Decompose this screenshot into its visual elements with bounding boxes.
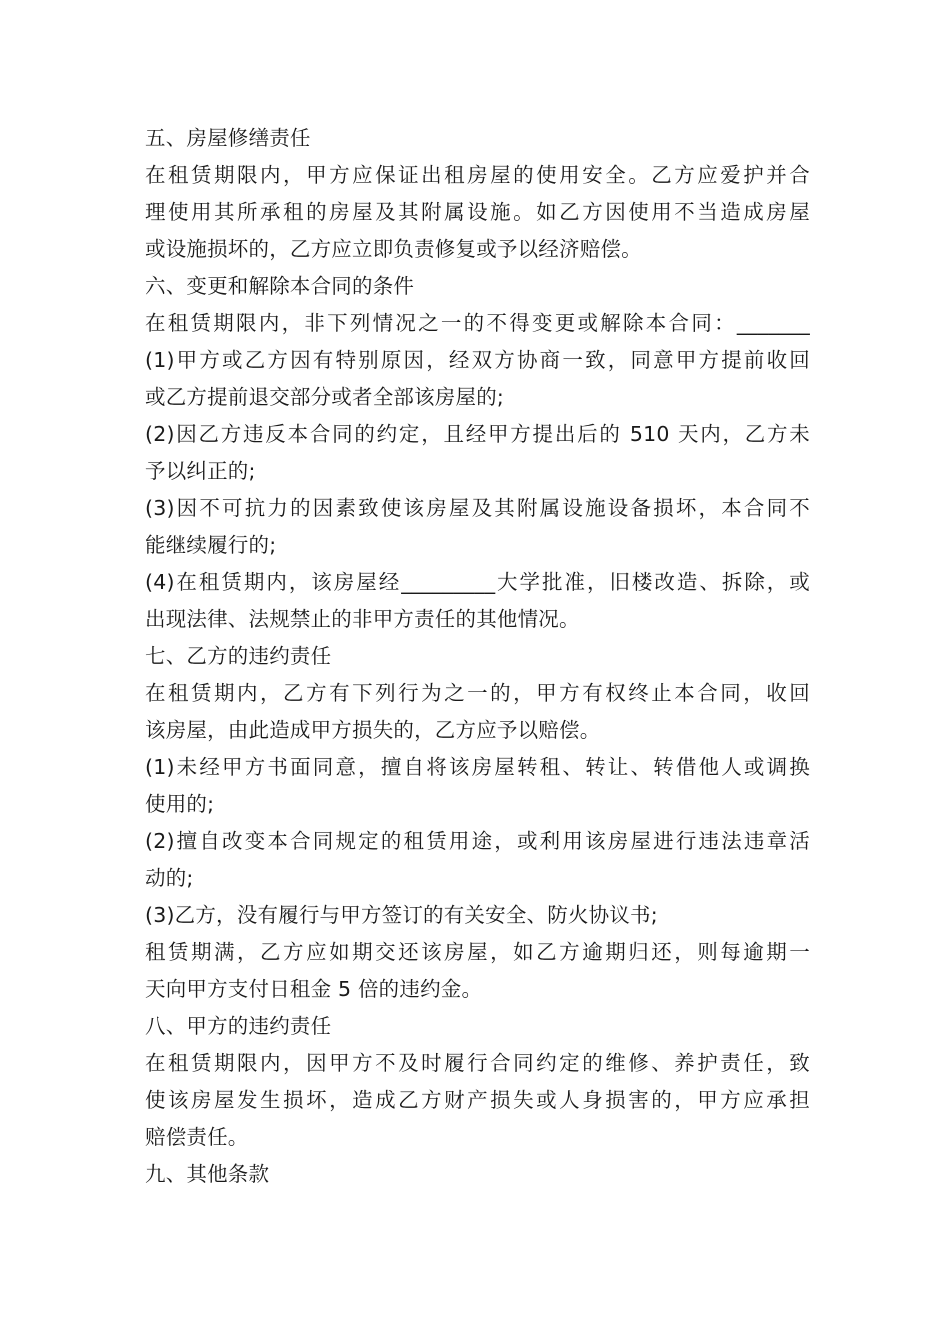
- document-line: 赔偿责任。: [145, 1125, 249, 1149]
- document-line: (4)在租赁期内，该房屋经_________大学批准，旧楼改造、拆除，或: [145, 570, 810, 594]
- document-line: (1)未经甲方书面同意，擅自将该房屋转租、转让、转借他人或调换: [145, 755, 810, 779]
- document-line: 五、房屋修缮责任: [145, 126, 311, 150]
- document-line: 或设施损坏的，乙方应立即负责修复或予以经济赔偿。: [145, 237, 642, 261]
- document-body: [145, 120, 810, 1193]
- document-line: (3)因不可抗力的因素致使该房屋及其附属设施设备损坏，本合同不: [145, 496, 810, 520]
- document-line: 九、其他条款: [145, 1162, 270, 1186]
- document-line: 使该房屋发生损坏，造成乙方财产损失或人身损害的，甲方应承担: [145, 1088, 810, 1112]
- document-line: 八、甲方的违约责任: [145, 1014, 332, 1038]
- document-line: 动的;: [145, 866, 194, 890]
- document-line: 予以纠正的;: [145, 459, 256, 483]
- document-line: 租赁期满，乙方应如期交还该房屋，如乙方逾期归还，则每逾期一: [145, 940, 810, 964]
- document-line: 在租赁期限内，甲方应保证出租房屋的使用安全。乙方应爱护并合: [145, 163, 810, 187]
- document-line: 该房屋，由此造成甲方损失的，乙方应予以赔偿。: [145, 718, 601, 742]
- document-line: 在租赁期限内，因甲方不及时履行合同约定的维修、养护责任，致: [145, 1051, 810, 1075]
- document-line: 在租赁期限内，非下列情况之一的不得变更或解除本合同：_______: [145, 311, 810, 335]
- document-line: 天向甲方支付日租金 5 倍的违约金。: [145, 977, 483, 1001]
- document-line: (1)甲方或乙方因有特别原因，经双方协商一致，同意甲方提前收回: [145, 348, 810, 372]
- document-line: (2)因乙方违反本合同的约定，且经甲方提出后的 510 天内，乙方未: [145, 422, 810, 446]
- document-line: 理使用其所承租的房屋及其附属设施。如乙方因使用不当造成房屋: [145, 200, 810, 224]
- document-line: 或乙方提前退交部分或者全部该房屋的;: [145, 385, 505, 409]
- document-line: 出现法律、法规禁止的非甲方责任的其他情况。: [145, 607, 580, 631]
- document-line: 能继续履行的;: [145, 533, 277, 557]
- document-line: 在租赁期内，乙方有下列行为之一的，甲方有权终止本合同，收回: [145, 681, 810, 705]
- document-line: (2)擅自改变本合同规定的租赁用途，或利用该房屋进行违法违章活: [145, 829, 810, 853]
- document-line: 七、乙方的违约责任: [145, 644, 332, 668]
- document-line: 使用的;: [145, 792, 215, 816]
- document-line: 六、变更和解除本合同的条件: [145, 274, 415, 298]
- document-line: (3)乙方，没有履行与甲方签订的有关安全、防火协议书;: [145, 903, 658, 927]
